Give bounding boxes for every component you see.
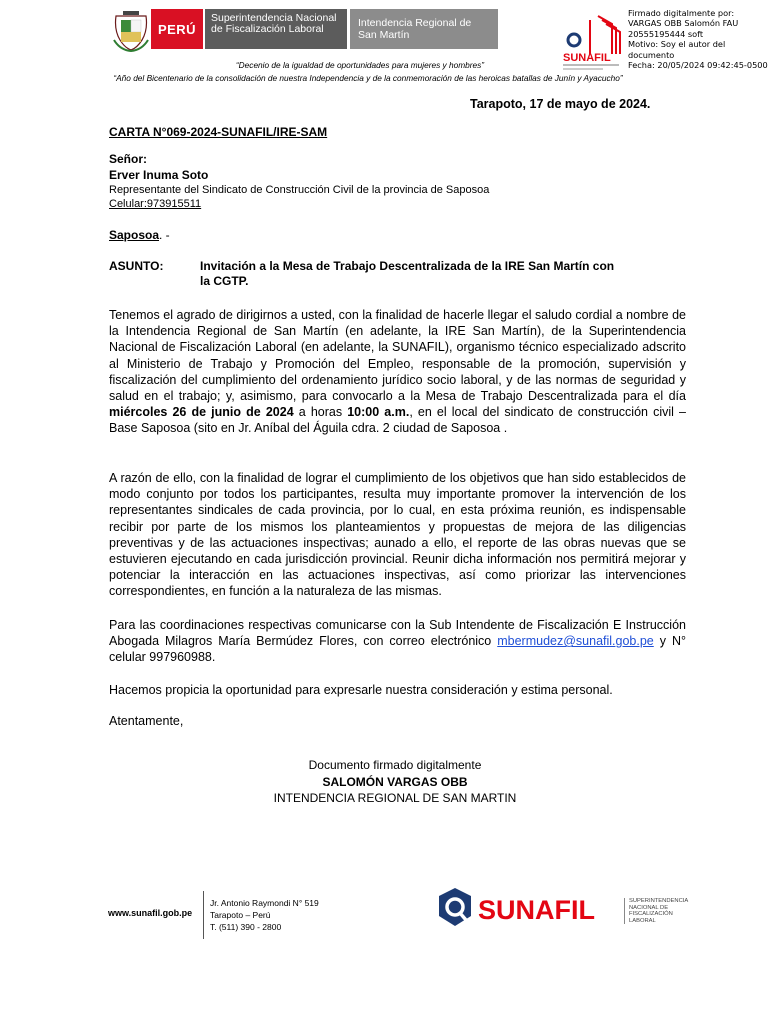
- recipient-phone: Celular:973915511: [109, 198, 202, 210]
- meeting-date: miércoles 26 de junio de 2024: [109, 405, 294, 420]
- city-suffix: . -: [159, 228, 170, 242]
- signer-name: SALOMÓN VARGAS OBB: [322, 774, 468, 789]
- recipient-role: Representante del Sindicato de Construcción Civil de la provincia de Saposoa: [109, 184, 490, 196]
- year-slogan: “Año del Bicentenario de la consolidación de nuestra Independencia y de la conmemoración de las heroicas batallas de Junín y Ayacucho”: [113, 73, 623, 83]
- signature-line: 20555195444 soft: [628, 28, 704, 39]
- paragraph-invitation: Tenemos el agrado de dirigirnos a usted, con la finalidad de hacerle llegar el saludo cordial a nombre de la Intendencia Regional de San Martín (en adelante, la IRE San Martín), de la Superintendencia Nacional de Fiscalización Laboral (en adelante, la SUNAFIL), organismo técnico especializado adscrito al Ministerio de Trabajo y Promoción del Empleo, responsable de la promoción, supervisión y fiscalización del cumplimiento del ordenamiento jurídico socio laboral, y de las normas de seguridad y salud en el trabajo; y, asimismo, para convocarlo a la Mesa de Trabajo Descentralizada para el día miércoles 26 de junio de 2024 a horas 10:00 a.m., en el local del sindicato de construcción civil – Base Saposoa (sito en Jr. Aníbal del Águila cdra. 2 ciudad de Saposoa .: [109, 308, 686, 436]
- subject-label: ASUNTO:: [109, 259, 164, 273]
- decenio-slogan: “Decenio de la igualdad de oportunidades para mujeres y hombres”: [235, 60, 485, 70]
- footer-website: www.sunafil.gob.pe: [108, 908, 193, 918]
- signature-line: Motivo: Soy el autor del: [628, 39, 726, 50]
- paragraph-purpose: A razón de ello, con la finalidad de lograr el cumplimiento de los objetivos que han sido establecidos de modo conjunto por todos los participantes, resulta muy importante promover la intervención de los representantes sindicales de cada provincia, por lo cual, en esta próxima reunión, es indispensable recibir por parte de los mismos los planteamientos y propuestas de mejora de las diligencias preventivas y de las actuaciones inspectivas; aunado a ello, el reporte de las obras nuevas que se estuvieren ejecutando en cada jurisdicción provincial. Reunir dicha información nos permitirá mejorar y potenciar la interacción en las actuaciones inspectivas, así como priorizar las intervenciones correspondientes, en función a la naturaleza de las mismas.: [109, 471, 686, 599]
- signature-line: VARGAS OBB Salomón FAU: [628, 18, 739, 29]
- footer-address: Jr. Antonio Raymondi N° 519 Tarapoto – Perú T. (511) 390 - 2800: [210, 898, 319, 932]
- footer-divider: [203, 891, 204, 939]
- paragraph-contact: Para las coordinaciones respectivas comunicarse con la Sub Intendente de Fiscalización E Instrucción Abogada Milagros María Bermúdez Flores, con correo electrónico mbermudez@sunafil.gob.pe y N° celular 997960988.: [109, 618, 686, 665]
- salutation: Señor:: [109, 152, 148, 166]
- closing: Atentamente,: [109, 714, 184, 728]
- letter-date: Tarapoto, 17 de mayo de 2024.: [470, 97, 651, 111]
- contact-email-link[interactable]: mbermudez@sunafil.gob.pe: [497, 634, 654, 649]
- digital-signature-stamp: [628, 8, 768, 70]
- meeting-time: 10:00 a.m.: [347, 405, 410, 420]
- paragraph-regards: Hacemos propicia la oportunidad para expresarle nuestra consideración y estima personal.: [109, 683, 613, 697]
- signature-logo-text: SUNAFIL: [563, 52, 611, 64]
- signed-digitally-label: Documento firmado digitalmente: [308, 758, 482, 772]
- peru-label: PERÚ: [151, 9, 203, 49]
- signature-line: Firmado digitalmente por:: [628, 8, 735, 18]
- signature-line: Fecha: 20/05/2024 09:42:45-0500: [628, 60, 768, 71]
- institution-label: Superintendencia Nacional de Fiscalización Laboral: [205, 9, 347, 49]
- recipient-name: Erver Inuma Soto: [109, 168, 209, 182]
- subject-text: Invitación a la Mesa de Trabajo Descentralizada de la IRE San Martín con la CGTP.: [200, 259, 615, 288]
- letter-reference: CARTA N°069-2024-SUNAFIL/IRE-SAM: [109, 125, 328, 139]
- signature-block: [240, 757, 550, 807]
- signer-office: INTENDENCIA REGIONAL DE SAN MARTIN: [273, 791, 517, 805]
- footer-logo-subtitle: SUPERINTENDENCIA NACIONAL DE FISCALIZACIÓN LABORAL: [624, 898, 699, 924]
- sunafil-footer-logo: [436, 886, 616, 934]
- city-name: Saposoa: [109, 228, 160, 242]
- peru-coat-of-arms-icon: [112, 10, 150, 52]
- signature-line: documento: [628, 49, 675, 60]
- recipient-city: [109, 227, 170, 243]
- footer-logo-text: SUNAFIL: [478, 895, 595, 925]
- regional-label: Intendencia Regional de San Martín: [350, 9, 498, 49]
